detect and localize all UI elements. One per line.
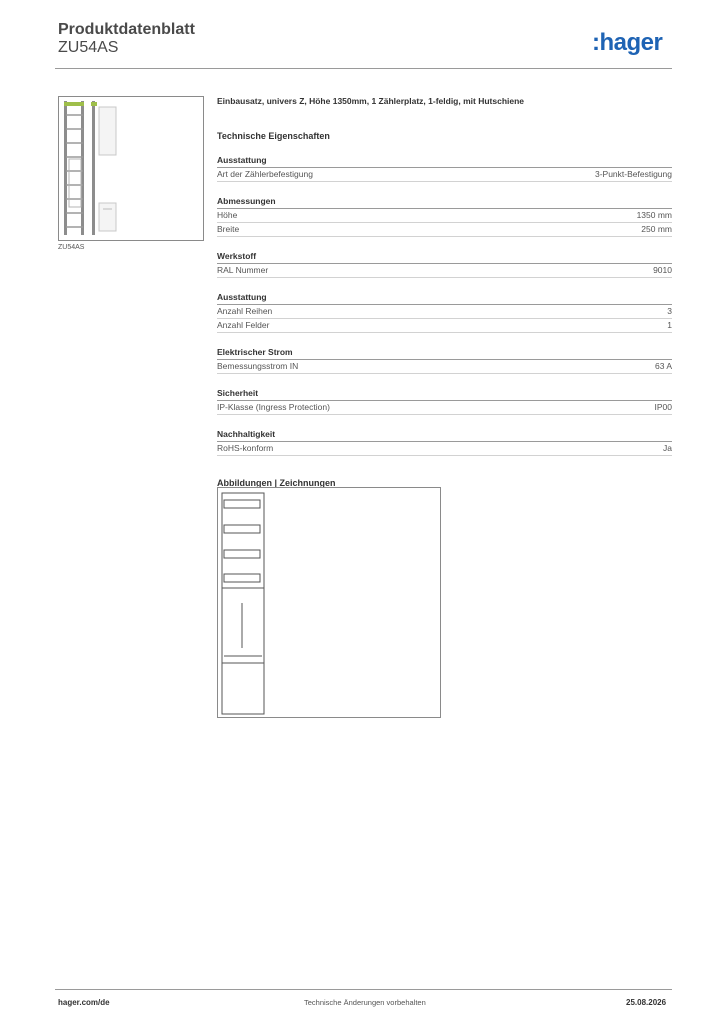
spec-row — [217, 305, 672, 319]
product-code: ZU54AS — [58, 39, 119, 56]
spec-group-title: Werkstoff — [217, 251, 672, 264]
spec-group — [217, 347, 672, 374]
spec-label: RAL Nummer — [217, 265, 269, 275]
spec-group-title: Ausstattung — [217, 292, 672, 305]
spec-group-title: Elektrischer Strom — [217, 347, 672, 360]
spec-group — [217, 292, 672, 333]
footer-disclaimer: Technische Änderungen vorbehalten — [304, 998, 426, 1007]
page-title: Produktdatenblatt — [58, 21, 195, 38]
spec-label: Bemessungsstrom IN — [217, 361, 299, 371]
spec-row — [217, 319, 672, 333]
spec-group-title: Abmessungen — [217, 196, 672, 209]
footer-date: 25.08.2026 — [626, 998, 667, 1007]
spec-row — [217, 401, 672, 415]
spec-value: 250 mm — [641, 224, 672, 234]
footer-divider — [55, 989, 672, 990]
technical-drawing-illustration — [218, 488, 440, 717]
spec-group — [217, 251, 672, 278]
spec-group — [217, 429, 672, 456]
spec-row — [217, 209, 672, 223]
spec-row — [217, 360, 672, 374]
spec-value: Ja — [663, 443, 672, 453]
header-divider — [55, 68, 672, 69]
spec-group-title: Nachhaltigkeit — [217, 429, 672, 442]
spec-label: RoHS-konform — [217, 443, 274, 453]
spec-label: Breite — [217, 224, 240, 234]
spec-value: 3-Punkt-Befestigung — [594, 169, 672, 179]
spec-row — [217, 223, 672, 237]
spec-group-title: Ausstattung — [217, 155, 672, 168]
technical-drawing — [217, 487, 441, 718]
product-photo-illustration — [59, 97, 203, 240]
spec-value: 9010 — [653, 265, 672, 275]
product-description: Einbausatz, univers Z, Höhe 1350mm, 1 Zählerplatz, 1-feldig, mit Hutschiene — [217, 96, 525, 106]
images-heading: Abbildungen | Zeichnungen — [217, 478, 336, 488]
spec-value: 1 — [667, 320, 672, 330]
spec-row — [217, 442, 672, 456]
spec-value: 63 A — [654, 361, 672, 371]
hager-logo: :hager — [592, 29, 663, 56]
spec-value: 3 — [667, 306, 672, 316]
spec-group — [217, 388, 672, 415]
properties-heading: Technische Eigenschaften — [217, 131, 330, 141]
spec-value: IP00 — [654, 402, 672, 412]
spec-row — [217, 264, 672, 278]
spec-group — [217, 196, 672, 237]
photo-caption: ZU54AS — [58, 244, 85, 251]
spec-label: Art der Zählerbefestigung — [217, 169, 313, 179]
product-photo — [58, 96, 204, 241]
spec-label: Anzahl Felder — [217, 320, 270, 330]
spec-group — [217, 155, 672, 182]
spec-group-title: Sicherheit — [217, 388, 672, 401]
spec-value: 1350 mm — [636, 210, 672, 220]
spec-label: Höhe — [217, 210, 238, 220]
spec-row — [217, 168, 672, 182]
spec-label: Anzahl Reihen — [217, 306, 273, 316]
footer-website: hager.com/de — [58, 998, 110, 1007]
spec-label: IP-Klasse (Ingress Protection) — [217, 402, 330, 412]
product-details — [217, 96, 672, 488]
